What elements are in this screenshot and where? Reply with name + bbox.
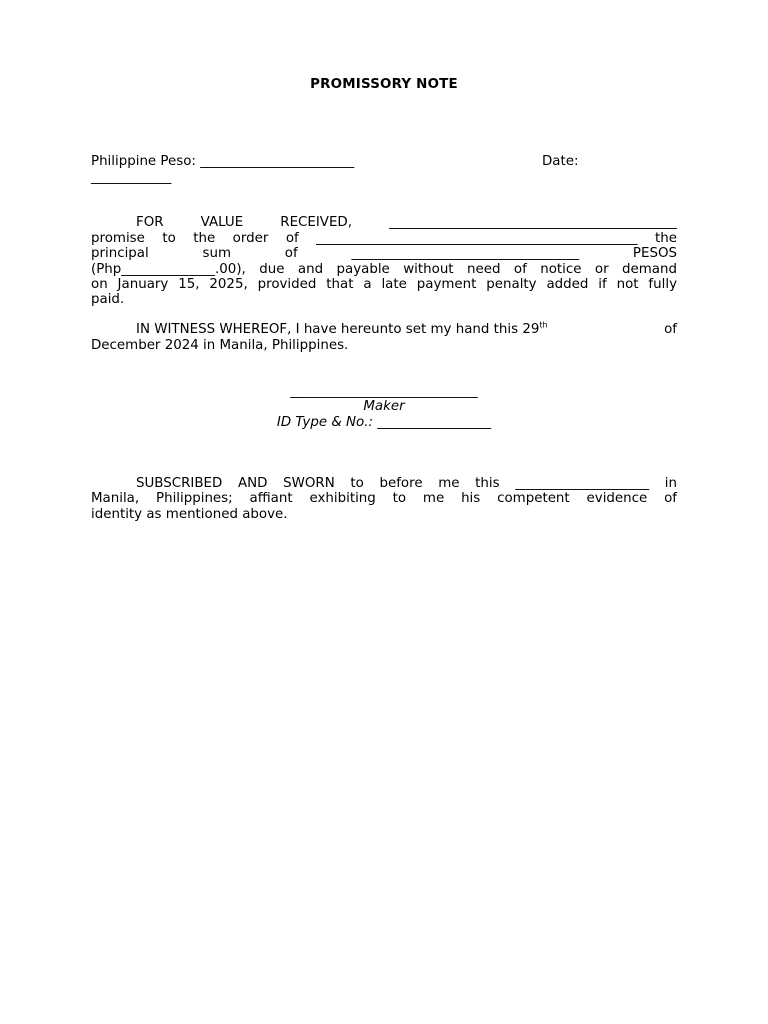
paragraph-line: [91, 322, 677, 338]
document-title: PROMISSORY NOTE: [310, 77, 458, 92]
witness-text: [136, 322, 548, 338]
paragraph-line: SUBSCRIBED AND SWORN to before me this ____________________ in: [136, 476, 677, 491]
date-label: Date:: [542, 154, 579, 169]
header-row: [91, 154, 677, 170]
id-type-field: ID Type & No.: _________________: [276, 415, 492, 430]
paragraph-line: promise to the order of ________________________________________________ the: [91, 231, 677, 246]
ordinal-suffix: th: [539, 320, 548, 330]
paragraph-line: paid.: [91, 292, 125, 307]
witness-text-main: IN WITNESS WHEREOF, I have hereunto set my hand this 29: [136, 322, 540, 337]
paragraph-line: principal sum of __________________________________ PESOS: [91, 246, 677, 261]
paragraph-line: Manila, Philippines; affiant exhibiting to me his competent evidence of: [91, 491, 677, 506]
signature-line: ____________________________: [290, 384, 478, 399]
maker-label: Maker: [363, 399, 405, 414]
philippine-peso-field: Philippine Peso: _______________________: [91, 154, 355, 169]
paragraph-line: December 2024 in Manila, Philippines.: [91, 338, 349, 353]
paragraph-line: (Php______________.00), due and payable without need of notice or demand: [91, 262, 677, 277]
paragraph-line: FOR VALUE RECEIVED, ___________________________________________: [136, 215, 677, 230]
paragraph-line: identity as mentioned above.: [91, 507, 288, 522]
paragraph-line: on January 15, 2025, provided that a late payment penalty added if not fully: [91, 277, 677, 292]
witness-text-end: of: [664, 322, 677, 337]
date-blank: ____________: [91, 170, 172, 185]
